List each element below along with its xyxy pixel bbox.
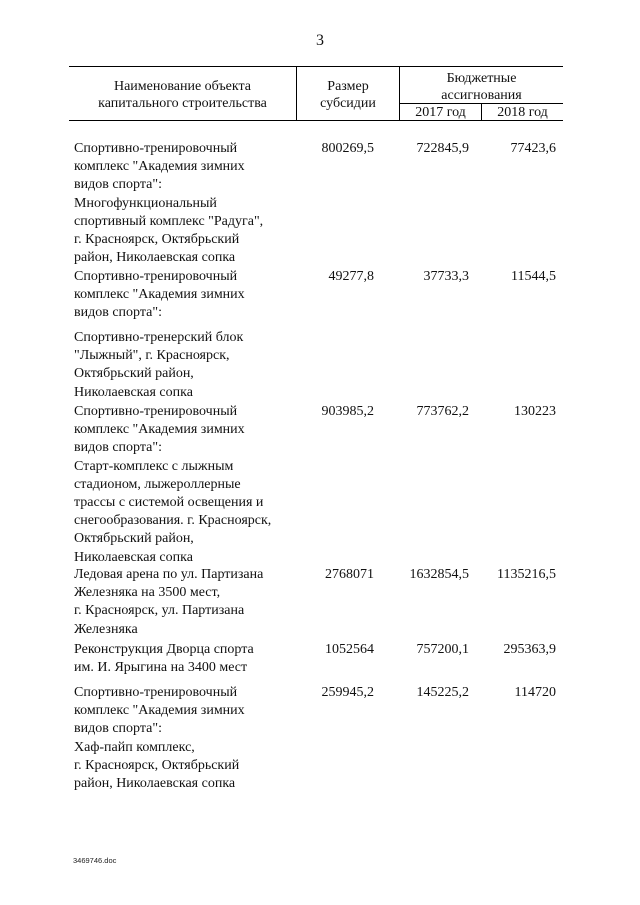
name-line: видов спорта": xyxy=(74,440,162,456)
name-line: г. Красноярск, ул. Партизана xyxy=(74,603,245,619)
year-2018-value: 114720 xyxy=(514,685,556,700)
header-year-2017: 2017 год xyxy=(415,105,466,120)
table-row-name xyxy=(74,641,299,677)
year-2018-value: 11544,5 xyxy=(511,269,556,284)
name-line: Хаф-пайп комплекс, xyxy=(74,739,195,755)
name-line: Железняка на 3500 мест, xyxy=(74,585,221,601)
name-line: Спортивно-тренировочный xyxy=(74,141,238,156)
name-line: стадионом, лыжероллерные xyxy=(74,476,241,492)
year-2018-value: 77423,6 xyxy=(510,141,556,156)
header-line: Бюджетные xyxy=(446,71,517,86)
subsidy-value: 800269,5 xyxy=(321,141,374,156)
table-row-name xyxy=(74,403,299,567)
table-row-name xyxy=(74,140,299,267)
year-2018-value: 130223 xyxy=(514,404,556,419)
name-line: видов спорта": xyxy=(74,177,162,193)
name-line: г. Красноярск, Октябрьский xyxy=(74,232,240,248)
table-row-name xyxy=(74,566,299,639)
table-top-rule xyxy=(69,66,563,67)
year-2017-value: 1632854,5 xyxy=(409,567,469,582)
name-line: район, Николаевская сопка xyxy=(74,776,236,792)
header-year-2018: 2018 год xyxy=(497,105,548,120)
header-line: Размер xyxy=(327,79,369,94)
name-line: комплекс "Академия зимних xyxy=(74,422,245,438)
name-line: трассы с системой освещения и xyxy=(74,495,264,511)
name-line: Николаевская сопка xyxy=(74,549,193,565)
name-line: видов спорта": xyxy=(74,721,162,737)
name-line: спортивный комплекс "Радуга", xyxy=(74,213,264,229)
name-line: Октябрьский район, xyxy=(74,366,194,382)
table-row-name xyxy=(74,268,299,323)
name-line: район, Николаевская сопка xyxy=(74,250,236,266)
year-2017-value: 145225,2 xyxy=(416,685,469,700)
name-line: Ледовая арена по ул. Партизана xyxy=(74,567,264,582)
document-footer-filename: 3469746.doc xyxy=(73,856,117,865)
header-subsidy xyxy=(297,78,399,112)
table-row-name xyxy=(74,329,299,402)
year-2018-value: 1135216,5 xyxy=(497,567,556,582)
header-line: ассигнования xyxy=(441,88,522,103)
header-line: субсидии xyxy=(320,96,376,111)
name-line: Старт-комплекс с лыжным xyxy=(74,458,234,474)
year-2017-value: 773762,2 xyxy=(416,404,469,419)
name-line: Октябрьский район, xyxy=(74,531,194,547)
name-line: Спортивно-тренировочный xyxy=(74,685,238,700)
subsidy-value: 49277,8 xyxy=(328,269,374,284)
header-line: капитального строительства xyxy=(98,96,267,111)
name-line: комплекс "Академия зимних xyxy=(74,287,245,303)
name-line: Спортивно-тренировочный xyxy=(74,269,238,284)
subsidy-value: 2768071 xyxy=(325,567,374,582)
name-line: комплекс "Академия зимних xyxy=(74,159,245,175)
subsidy-value: 1052564 xyxy=(325,642,374,657)
header-line: Наименование объекта xyxy=(113,79,252,94)
name-line: видов спорта": xyxy=(74,305,162,321)
page-number: 3 xyxy=(316,32,324,49)
name-line: Николаевская сопка xyxy=(74,384,193,400)
year-2017-value: 722845,9 xyxy=(416,141,469,156)
name-line: Железняка xyxy=(74,621,138,637)
name-line: снегообразования. г. Красноярск, xyxy=(74,513,272,529)
name-line: комплекс "Академия зимних xyxy=(74,703,245,719)
name-line: Спортивно-тренерский блок xyxy=(74,330,244,345)
year-2017-value: 757200,1 xyxy=(416,642,469,657)
header-budget xyxy=(400,70,563,104)
year-2017-value: 37733,3 xyxy=(423,269,469,284)
name-line: "Лыжный", г. Красноярск, xyxy=(74,348,230,364)
subsidy-value: 259945,2 xyxy=(321,685,374,700)
name-line: Многофункциональный xyxy=(74,195,217,211)
year-2018-value: 295363,9 xyxy=(503,642,556,657)
table-row-name xyxy=(74,684,299,793)
name-line: Реконструкция Дворца спорта xyxy=(74,642,254,657)
subsidy-value: 903985,2 xyxy=(321,404,374,419)
name-line: Спортивно-тренировочный xyxy=(74,404,238,419)
name-line: г. Красноярск, Октябрьский xyxy=(74,757,240,773)
name-line: им. И. Ярыгина на 3400 мест xyxy=(74,660,248,676)
header-object-name xyxy=(69,78,296,112)
